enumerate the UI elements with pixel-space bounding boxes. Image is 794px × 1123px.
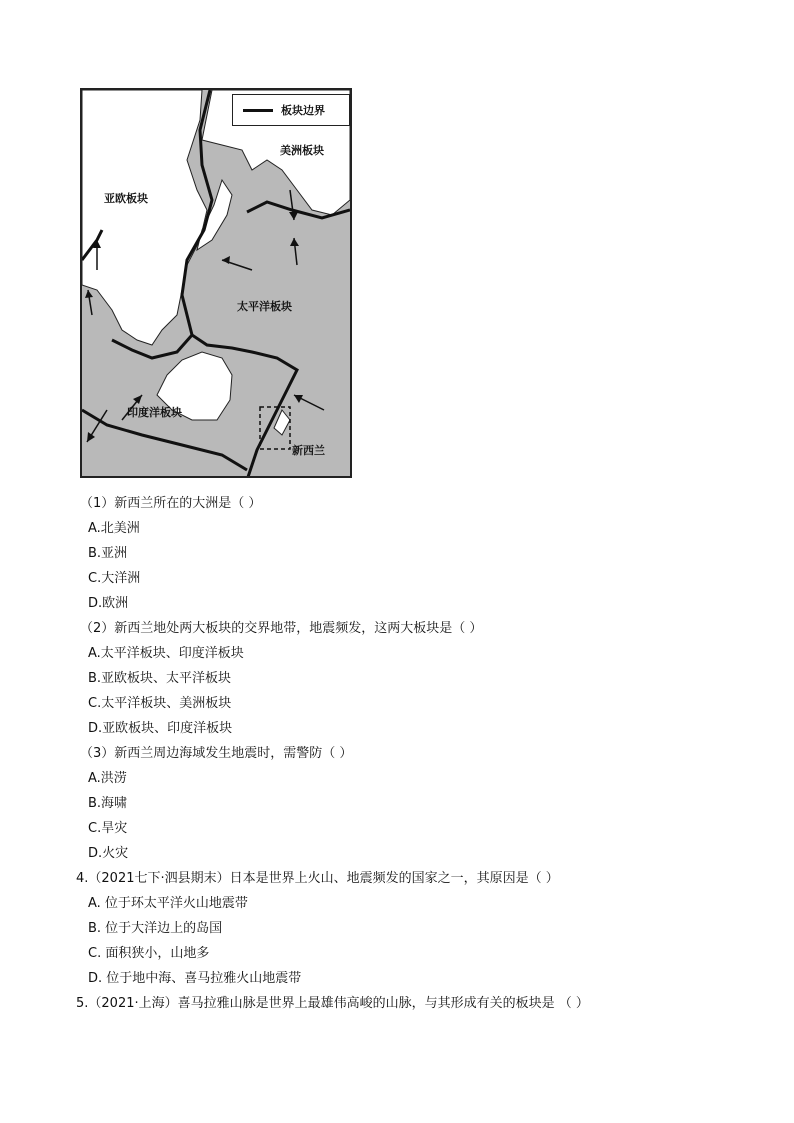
question-4-option-a[interactable]: A. 位于环太平洋火山地震带 (88, 896, 248, 911)
question-2-option-d[interactable]: D.亚欧板块、印度洋板块 (88, 721, 233, 736)
question-4-stem: 4.（2021七下·泗县期末）日本是世界上火山、地震频发的国家之一，其原因是（ ） (76, 871, 559, 886)
map-legend (232, 94, 350, 126)
label-eurasian-plate: 亚欧板块 (104, 192, 148, 205)
arrow-pacific-north-head (290, 238, 299, 246)
question-1-option-a[interactable]: A.北美洲 (88, 521, 140, 536)
legend-label: 板块边界 (281, 104, 325, 117)
question-1-option-b[interactable]: B.亚洲 (88, 546, 128, 561)
question-1-option-d[interactable]: D.欧洲 (88, 596, 129, 611)
question-2-option-c[interactable]: C.太平洋板块、美洲板块 (88, 696, 232, 711)
question-2-option-b[interactable]: B.亚欧板块、太平洋板块 (88, 671, 232, 686)
question-4-option-b[interactable]: B. 位于大洋边上的岛国 (88, 921, 223, 936)
label-american-plate: 美洲板块 (280, 144, 324, 157)
arrow-indian-northeast-head (133, 395, 142, 404)
question-4-option-c[interactable]: C. 面积狭小，山地多 (88, 946, 210, 961)
question-2-stem: （2）新西兰地处两大板块的交界地带，地震频发，这两大板块是（ ） (80, 621, 483, 636)
question-3-option-c[interactable]: C.旱灾 (88, 821, 128, 836)
legend-line-swatch (243, 109, 273, 112)
arrow-india-north-head (85, 290, 93, 298)
arrow-america-south-head (289, 212, 298, 220)
question-3-stem: （3）新西兰周边海域发生地震时，需警防（ ） (80, 746, 353, 761)
label-pacific-plate: 太平洋板块 (237, 300, 292, 313)
plate-map (80, 88, 352, 478)
question-3-option-b[interactable]: B.海啸 (88, 796, 128, 811)
question-4-option-d[interactable]: D. 位于地中海、喜马拉雅火山地震带 (88, 971, 302, 986)
question-1-option-c[interactable]: C.大洋洲 (88, 571, 141, 586)
asia-landmass (82, 90, 207, 345)
question-5-stem: 5.（2021·上海）喜马拉雅山脉是世界上最雄伟高峻的山脉，与其形成有关的板块是 （ ） (76, 996, 589, 1011)
arrow-indian-southwest-head (87, 432, 95, 442)
question-1-stem: （1）新西兰所在的大洲是（ ） (80, 496, 262, 511)
arrow-pacific-west-head (222, 256, 230, 264)
label-new-zealand: 新西兰 (292, 444, 325, 457)
label-indian-plate: 印度洋板块 (127, 406, 182, 419)
question-2-option-a[interactable]: A.太平洋板块、印度洋板块 (88, 646, 244, 661)
question-3-option-d[interactable]: D.火灾 (88, 846, 129, 861)
question-3-option-a[interactable]: A.洪涝 (88, 771, 127, 786)
